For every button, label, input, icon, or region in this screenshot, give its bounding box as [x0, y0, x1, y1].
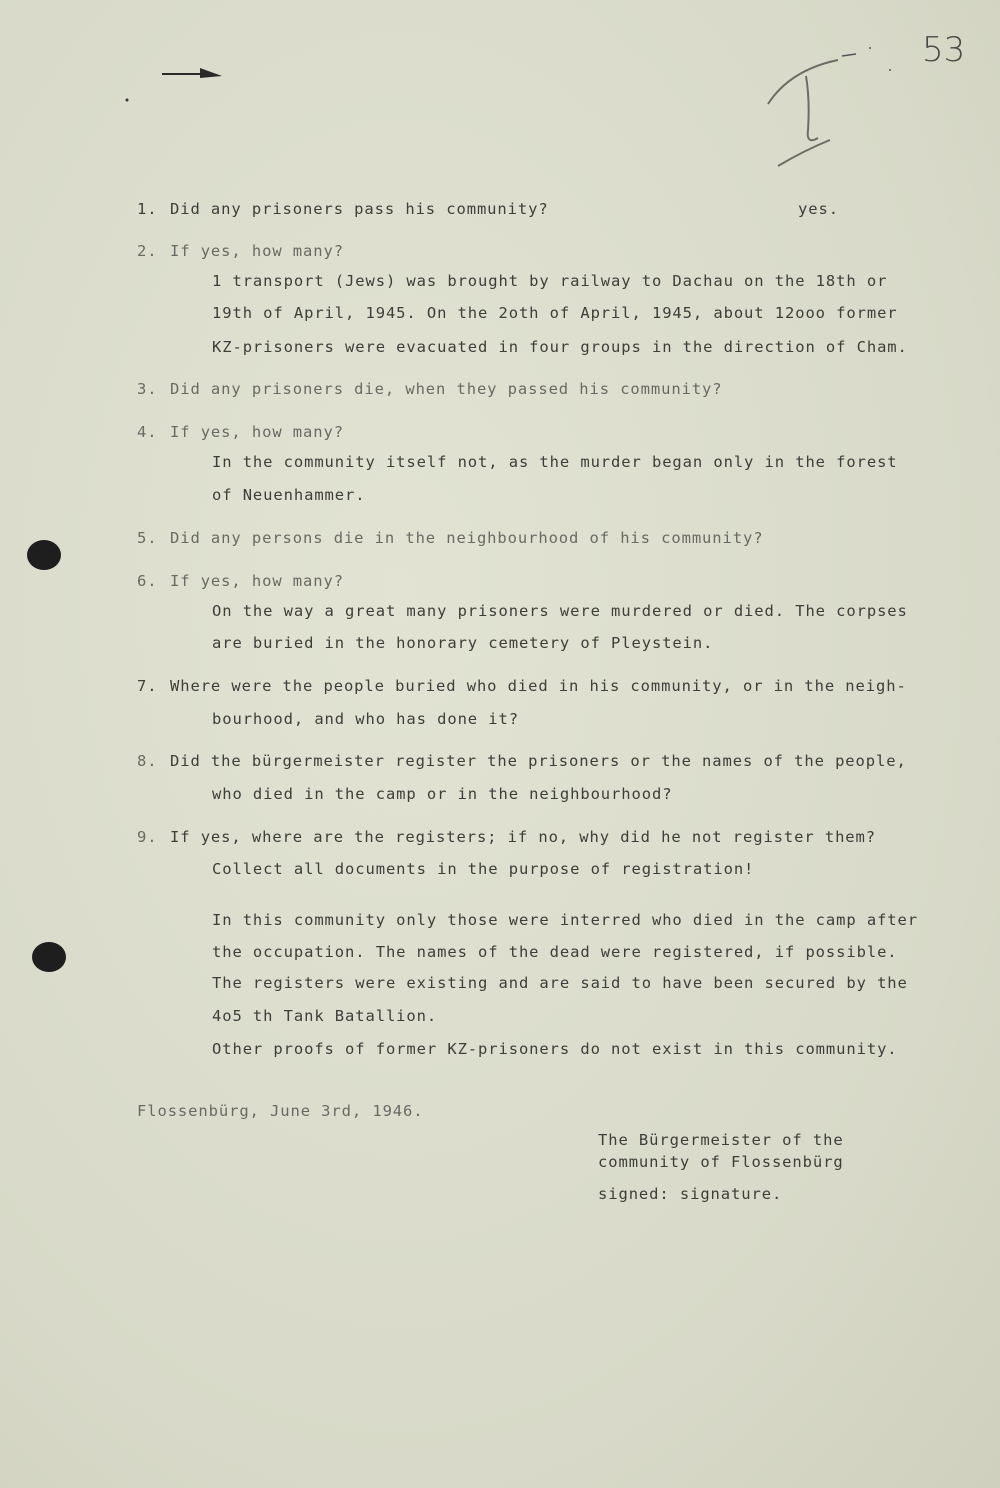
answer-text: yes. [798, 200, 839, 218]
question-text: Did any prisoners die, when they passed his community? [170, 380, 723, 398]
signature-line: community of Flossenbürg [598, 1153, 844, 1171]
question-number: 2. [137, 242, 158, 260]
question-text: If yes, how many? [170, 423, 344, 441]
question-number: 1. [137, 200, 158, 218]
question-text: Did any persons die in the neighbourhood of his community? [170, 529, 764, 547]
answer-line: On the way a great many prisoners were murdered or died. The corpses [212, 602, 908, 620]
question-number: 5. [137, 529, 158, 547]
final-answer-line: 4o5 th Tank Batallion. [212, 1007, 438, 1025]
question-text: Did the bürgermeister register the prisoners or the names of the people, [170, 752, 907, 770]
question-text-continued: who died in the camp or in the neighbourhood? [212, 785, 673, 803]
answer-line: of Neuenhammer. [212, 486, 366, 504]
final-answer-line: The registers were existing and are said to have been secured by the [212, 974, 908, 992]
question-number: 8. [137, 752, 158, 770]
question-text: If yes, where are the registers; if no, why did he not register them? [170, 828, 876, 846]
signature-line: The Bürgermeister of the [598, 1131, 844, 1149]
signature-line: signed: signature. [598, 1185, 783, 1203]
answer-line: are buried in the honorary cemetery of Pleystein. [212, 634, 714, 652]
final-answer-line: In this community only those were interred who died in the camp after [212, 911, 918, 929]
answer-line: In the community itself not, as the murder began only in the forest [212, 453, 898, 471]
final-answer-line: Other proofs of former KZ-prisoners do not exist in this community. [212, 1040, 898, 1058]
question-number: 6. [137, 572, 158, 590]
punch-hole [27, 540, 61, 570]
question-number: 3. [137, 380, 158, 398]
page-number: 53 [922, 30, 966, 70]
question-text-continued: Collect all documents in the purpose of registration! [212, 860, 755, 878]
question-text: If yes, how many? [170, 242, 344, 260]
question-number: 9. [137, 828, 158, 846]
answer-line: 19th of April, 1945. On the 2oth of April, 1945, about 12ooo former [212, 304, 898, 322]
punch-hole [32, 942, 66, 972]
answer-line: KZ-prisoners were evacuated in four groups in the direction of Cham. [212, 338, 908, 356]
question-text: Did any prisoners pass his community? [170, 200, 549, 218]
question-number: 7. [137, 677, 158, 695]
question-text: Where were the people buried who died in his community, or in the neigh- [170, 677, 907, 695]
question-number: 4. [137, 423, 158, 441]
place-date: Flossenbürg, June 3rd, 1946. [137, 1102, 424, 1120]
final-answer-line: the occupation. The names of the dead were registered, if possible. [212, 943, 898, 961]
question-text-continued: bourhood, and who has done it? [212, 710, 519, 728]
question-text: If yes, how many? [170, 572, 344, 590]
pencil-annotation-mark [0, 0, 1000, 200]
answer-line: 1 transport (Jews) was brought by railway to Dachau on the 18th or [212, 272, 888, 290]
